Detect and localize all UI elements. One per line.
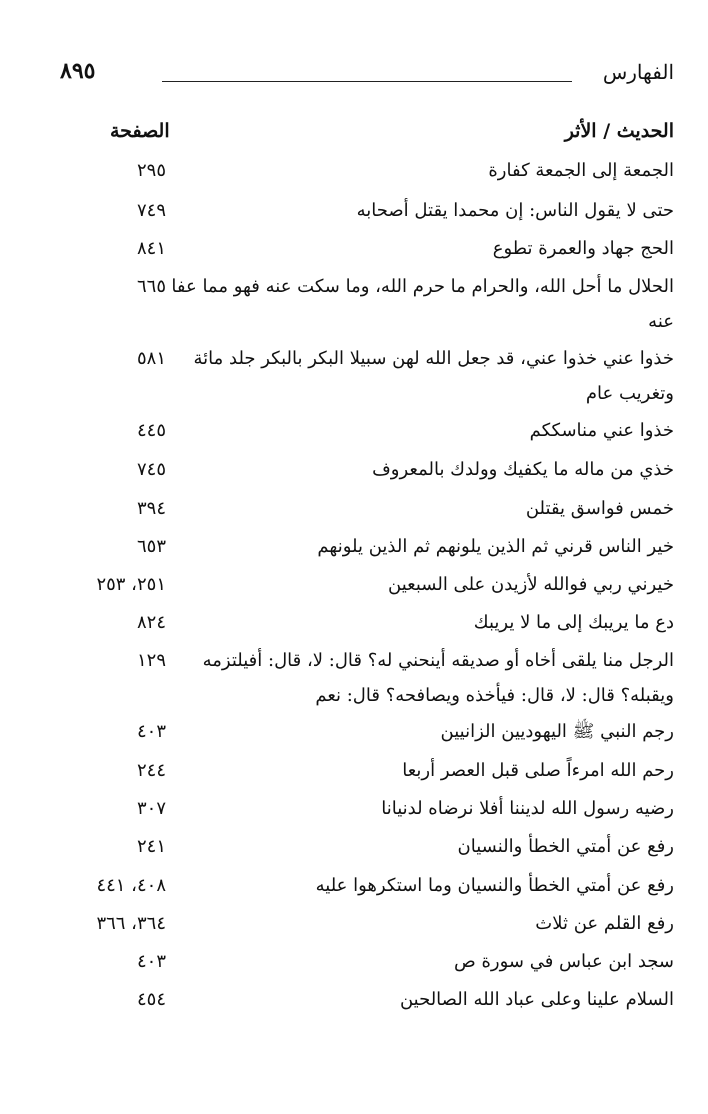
header-rule: [162, 81, 572, 82]
entry-text: حتى لا يقول الناس: إن محمدا يقتل أصحابه: [356, 200, 674, 221]
entry-text: الجمعة إلى الجمعة كفارة: [488, 160, 674, 181]
entry-pages: ٣٦٤، ٣٦٦: [96, 913, 166, 934]
page-title: الفهارس: [602, 60, 674, 84]
entry-pages: ٤٤٥: [136, 420, 166, 441]
entry-text: رضيه رسول الله لديننا أفلا نرضاه لدنيانا: [381, 798, 674, 819]
entry-text: الحلال ما أحل الله، والحرام ما حرم الله، وما سكت عنه فهو مما عفا: [171, 276, 674, 297]
entry-text: رفع عن أمتي الخطأ والنسيان: [457, 836, 674, 857]
entry-pages: ٦٥٣: [136, 536, 166, 557]
entry-text: خذوا عني خذوا عني، قد جعل الله لهن سبيلا البكر بالبكر جلد مائة: [193, 348, 674, 369]
entry-text: الحج جهاد والعمرة تطوع: [492, 238, 674, 259]
page-header: [60, 60, 674, 92]
entry-pages: ٣٩٤: [136, 498, 166, 519]
entry-pages: ١٢٩: [136, 650, 166, 671]
entry-pages: ٤٥٤: [136, 989, 166, 1010]
entry-text: السلام علينا وعلى عباد الله الصالحين: [399, 989, 674, 1010]
entry-text-continued: عنه: [648, 311, 674, 332]
entry-pages: ٢٥١، ٢٥٣: [96, 574, 166, 595]
entry-pages: ٤٠٨، ٤٤١: [96, 875, 166, 896]
column-header-hadith: الحديث / الأثر: [564, 120, 674, 142]
entry-pages: ٨٢٤: [136, 612, 166, 633]
entry-text: خيرني ربي فوالله لأزيدن على السبعين: [388, 574, 674, 595]
entry-pages: ٨٤١: [136, 238, 166, 259]
entry-pages: ٣٠٧: [136, 798, 166, 819]
entry-text: سجد ابن عباس في سورة ص: [454, 951, 674, 972]
entry-text: رحم الله امرءاً صلى قبل العصر أربعا: [402, 760, 674, 781]
entry-text: رجم النبي ﷺ اليهوديين الزانيين: [440, 721, 674, 742]
entry-pages: ٧٤٩: [136, 200, 166, 221]
column-header-page: الصفحة: [110, 120, 170, 142]
entry-pages: ٤٠٣: [136, 721, 166, 742]
entry-text: رفع القلم عن ثلاث: [535, 913, 674, 934]
entry-pages: ٦٦٥: [136, 276, 166, 297]
entry-pages: ٢٤٤: [136, 760, 166, 781]
entry-text-continued: وتغريب عام: [585, 383, 674, 404]
entry-text-continued: ويقبله؟ قال: لا، قال: فيأخذه ويصافحه؟ قال: نعم: [315, 685, 674, 706]
entry-text: خذوا عني مناسككم: [529, 420, 674, 441]
entry-pages: ٤٠٣: [136, 951, 166, 972]
entry-pages: ٢٤١: [136, 836, 166, 857]
entry-text: خذي من ماله ما يكفيك وولدك بالمعروف: [372, 459, 674, 480]
entry-text: دع ما يريبك إلى ما لا يريبك: [473, 612, 674, 633]
entry-pages: ٧٤٥: [136, 459, 166, 480]
entry-pages: ٢٩٥: [136, 160, 166, 181]
entry-text: خمس فواسق يقتلن: [525, 498, 674, 519]
entry-text: خير الناس قرني ثم الذين يلونهم ثم الذين يلونهم: [317, 536, 674, 557]
entry-text: الرجل منا يلقى أخاه أو صديقه أينحني له؟ قال: لا، قال: أفيلتزمه: [202, 650, 674, 671]
entry-pages: ٥٨١: [136, 348, 166, 369]
page-number: ٨٩٥: [60, 58, 96, 84]
column-headers: [110, 120, 674, 150]
entry-text: رفع عن أمتي الخطأ والنسيان وما استكرهوا عليه: [315, 875, 674, 896]
